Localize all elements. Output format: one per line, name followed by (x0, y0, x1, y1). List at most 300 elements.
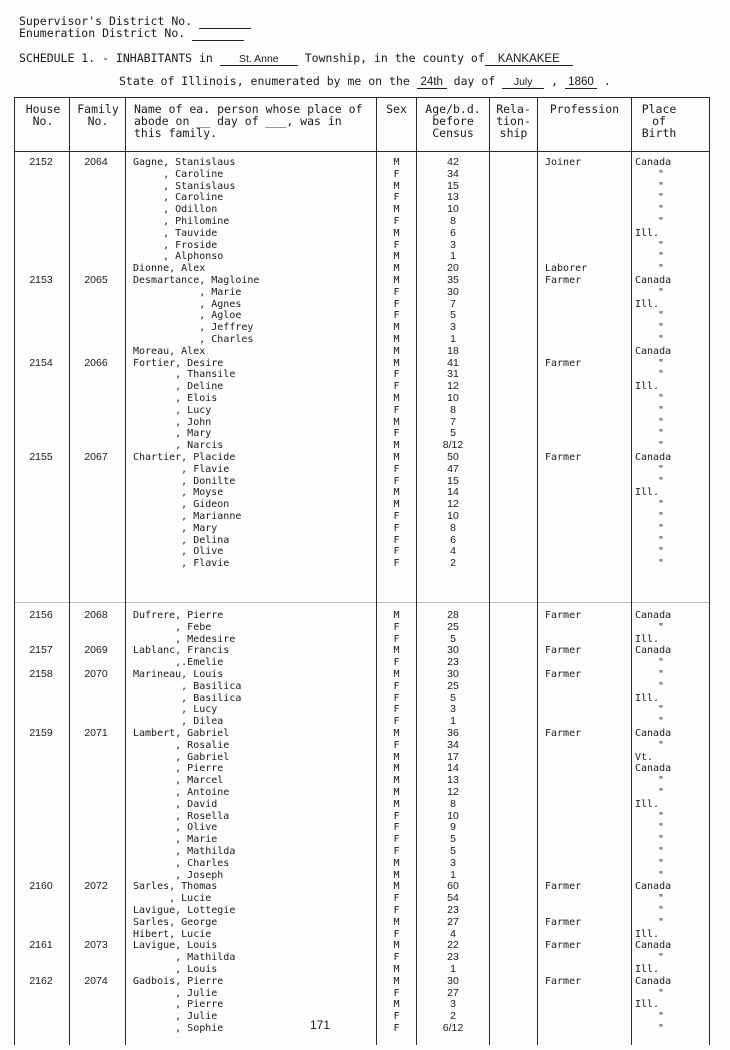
person-sex: M (393, 610, 400, 621)
person-birthplace: " (657, 893, 665, 905)
person-sex: M (393, 999, 400, 1011)
person-birthplace: " (657, 916, 665, 928)
person-name: , Louis (133, 964, 218, 975)
person-age: 30 (447, 285, 459, 298)
person-profession: Farmer (545, 881, 582, 893)
person-sex: F (393, 846, 400, 857)
person-name: , Caroline (133, 192, 224, 204)
person-sex: M (393, 345, 400, 357)
person-name: , Elois (133, 393, 218, 404)
schedule-mid: Township, in the county of (304, 51, 485, 65)
person-age: 8 (450, 521, 456, 534)
person-sex: M (393, 334, 400, 345)
person-birthplace: " (657, 1023, 665, 1034)
person-profession: Farmer (545, 610, 582, 621)
person-name: Lavigue, Louis (133, 940, 218, 952)
person-profession: Laborer (545, 263, 588, 275)
person-age: 1 (450, 868, 456, 881)
house-number: 2155 (29, 451, 53, 463)
header-end: . (603, 74, 611, 88)
person-age: 17 (447, 750, 459, 763)
person-age: 60 (447, 880, 459, 893)
person-age: 30 (447, 668, 459, 680)
person-birthplace: Canada (635, 157, 672, 168)
person-birthplace: Ill. (635, 227, 660, 239)
person-name: , Agloe (133, 310, 242, 322)
header-bottom-rule (14, 151, 710, 152)
col-header-relationship: Rela- tion- ship (496, 102, 531, 140)
person-age: 6 (450, 533, 456, 546)
person-birthplace: " (657, 822, 665, 834)
person-sex: M (393, 916, 400, 928)
person-name: Hibert, Lucie (133, 928, 212, 940)
person-age: 5 (450, 833, 456, 846)
person-sex: F (393, 621, 400, 633)
person-birthplace: Ill. (635, 298, 660, 310)
person-age: 25 (447, 620, 459, 633)
person-sex: F (393, 952, 400, 964)
person-name: , Rosella (133, 810, 230, 822)
person-name: , Sophie (133, 1023, 224, 1034)
person-sex: M (393, 204, 400, 216)
person-sex: M (393, 499, 400, 511)
table-top-rule (14, 97, 710, 98)
person-name: , Flavie (133, 463, 230, 475)
person-age: 23 (447, 656, 459, 669)
person-sex: M (393, 787, 400, 798)
person-name: Moreau, Alex (133, 345, 206, 357)
col-line-relationship (537, 97, 538, 1045)
person-name: , Basilica (133, 680, 242, 692)
person-age: 4 (450, 545, 456, 558)
person-birthplace: Canada (635, 345, 672, 357)
state-line: State of Illinois, enumerated by me on the 24th day of July , 1860 . (119, 74, 611, 88)
person-name: , Pierre (133, 999, 224, 1011)
person-birthplace: " (657, 558, 665, 570)
person-name: , Joseph (133, 869, 224, 881)
person-birthplace: " (657, 440, 665, 452)
person-sex: M (393, 263, 400, 275)
person-sex: M (393, 322, 400, 334)
person-sex: F (393, 1011, 400, 1023)
person-name: , Olive (133, 822, 218, 834)
person-birthplace: " (657, 810, 665, 822)
person-birthplace: " (657, 546, 665, 558)
person-birthplace: " (657, 310, 665, 322)
person-sex: M (393, 669, 400, 680)
person-age: 5 (450, 632, 456, 645)
person-name: , Flavie (133, 558, 230, 570)
person-sex: F (393, 1023, 400, 1034)
person-name: Fortier, Desire (133, 357, 224, 369)
family-number: 2067 (84, 451, 108, 463)
person-birthplace: " (657, 680, 665, 692)
person-sex: M (393, 975, 400, 987)
col-header-birth: Place of Birth (641, 102, 677, 140)
person-name: , John (133, 416, 212, 428)
person-age: 13 (447, 774, 459, 787)
day-of-label: day of (453, 74, 496, 88)
person-birthplace: Vt. (635, 751, 654, 763)
person-sex: M (393, 452, 400, 463)
person-name: , David (133, 798, 218, 810)
person-name: , Basilica (133, 692, 242, 704)
person-age: 8 (450, 797, 456, 810)
person-name: , Froside (133, 239, 218, 251)
person-name: , Tauvide (133, 227, 218, 239)
person-birthplace: " (657, 357, 665, 369)
person-sex: F (393, 168, 400, 180)
person-birthplace: " (657, 286, 665, 298)
person-birthplace: " (657, 263, 665, 275)
person-sex: F (393, 834, 400, 846)
person-sex: M (393, 440, 400, 452)
person-age: 13 (447, 191, 459, 204)
person-sex: F (393, 239, 400, 251)
person-age: 8/12 (442, 439, 464, 452)
page-number: 171 (310, 1018, 331, 1032)
person-name: , Caroline (133, 168, 224, 180)
person-birthplace: " (657, 192, 665, 204)
person-name: , Medesire (133, 633, 236, 645)
family-number: 2069 (84, 644, 108, 657)
person-sex: F (393, 310, 400, 322)
col-header-name: Name of ea. person whose place of abode on __ day of ___, was in this family. (134, 102, 363, 140)
person-age: 34 (447, 167, 459, 180)
person-profession: Farmer (545, 275, 582, 286)
person-age: 2 (450, 1010, 456, 1023)
person-sex: F (393, 905, 400, 916)
person-birthplace: " (657, 322, 665, 334)
person-profession: Farmer (545, 975, 582, 987)
family-number: 2070 (84, 668, 108, 680)
person-birthplace: " (657, 428, 665, 440)
person-age: 22 (447, 939, 459, 952)
person-sex: M (393, 881, 400, 893)
house-number: 2162 (29, 974, 53, 987)
person-birthplace: " (657, 204, 665, 216)
person-sex: F (393, 475, 400, 487)
person-age: 6 (450, 226, 456, 239)
person-age: 47 (447, 462, 459, 475)
person-birthplace: " (657, 416, 665, 428)
person-age: 15 (447, 474, 459, 487)
person-age: 41 (447, 356, 459, 369)
person-birthplace: " (657, 834, 665, 846)
enumeration-district-label: Enumeration District No. (19, 26, 186, 40)
col-line-family (125, 97, 126, 1045)
person-age: 3 (450, 321, 456, 334)
person-birthplace: " (657, 952, 665, 964)
person-age: 3 (450, 703, 456, 716)
person-name: , Mathilda (133, 846, 236, 857)
person-birthplace: " (657, 869, 665, 881)
person-name: , Mathilda (133, 952, 236, 964)
person-profession: Farmer (545, 940, 582, 952)
person-age: 5 (450, 691, 456, 704)
person-name: Dionne, Alex (133, 263, 206, 275)
person-name: , Lucy (133, 404, 212, 416)
person-profession: Farmer (545, 452, 582, 463)
person-age: 36 (447, 727, 459, 739)
person-name: , Julie (133, 987, 218, 999)
person-birthplace: " (657, 463, 665, 475)
person-age: 3 (450, 998, 456, 1011)
person-age: 9 (450, 821, 456, 834)
person-birthplace: " (657, 522, 665, 534)
person-birthplace: " (657, 621, 665, 633)
schedule-line (19, 51, 573, 66)
person-sex: F (393, 822, 400, 834)
person-name: Sarles, George (133, 916, 218, 928)
person-age: 5 (450, 845, 456, 857)
person-birthplace: " (657, 1011, 665, 1023)
house-number: 2153 (29, 274, 53, 286)
person-name: , Olive (133, 546, 224, 558)
person-birthplace: " (657, 251, 665, 263)
person-age: 8 (450, 403, 456, 416)
person-age: 34 (447, 738, 459, 751)
person-birthplace: " (657, 180, 665, 192)
person-profession: Joiner (545, 157, 582, 168)
family-number: 2065 (84, 274, 108, 286)
person-age: 14 (447, 762, 459, 775)
person-name: , Marie (133, 834, 218, 846)
person-name: , Narcis (133, 440, 224, 452)
person-age: 1 (450, 250, 456, 263)
township-field: St. Anne (220, 53, 298, 66)
person-name: Gadbois, Pierre (133, 975, 224, 987)
col-line-age (489, 97, 490, 1045)
family-number: 2066 (84, 356, 108, 369)
person-birthplace: Ill. (635, 798, 660, 810)
person-sex: M (393, 251, 400, 263)
person-name: , Charles (133, 334, 254, 345)
person-sex: F (393, 657, 400, 669)
person-age: 1 (450, 963, 456, 975)
county-field: KANKAKEE (485, 53, 573, 66)
person-sex: F (393, 692, 400, 704)
day-field: 24th (417, 76, 447, 89)
person-birthplace: " (657, 716, 665, 728)
person-birthplace: " (657, 905, 665, 916)
person-name: , Mary (133, 428, 212, 440)
person-sex: F (393, 216, 400, 227)
person-sex: F (393, 286, 400, 298)
person-name: Dufrere, Pierre (133, 610, 224, 621)
person-age: 35 (447, 274, 459, 286)
person-name: Desmartance, Magloine (133, 275, 260, 286)
enumeration-district-blank (192, 28, 244, 41)
family-number: 2073 (84, 939, 108, 952)
person-birthplace: " (657, 475, 665, 487)
col-header-house: House No. (25, 102, 61, 128)
person-name: , Pierre (133, 763, 224, 775)
person-birthplace: " (657, 511, 665, 522)
person-age: 2 (450, 557, 456, 570)
person-birthplace: Ill. (635, 487, 660, 499)
person-age: 30 (447, 644, 459, 657)
col-line-left (14, 97, 15, 1045)
person-sex: M (393, 416, 400, 428)
person-sex: F (393, 558, 400, 570)
person-birthplace: Canada (635, 881, 672, 893)
person-name: , Jeffrey (133, 322, 254, 334)
person-sex: F (393, 680, 400, 692)
person-birthplace: " (657, 739, 665, 751)
family-number: 2072 (84, 880, 108, 893)
person-birthplace: Canada (635, 275, 672, 286)
person-sex: M (393, 857, 400, 869)
house-number: 2152 (29, 156, 53, 168)
person-name: , Dilea (133, 716, 224, 728)
house-number: 2157 (29, 644, 53, 657)
person-sex: M (393, 964, 400, 975)
person-age: 10 (447, 392, 459, 404)
person-name: , Thansile (133, 369, 236, 381)
person-age: 7 (450, 415, 456, 428)
person-sex: F (393, 928, 400, 940)
person-sex: F (393, 192, 400, 204)
person-sex: F (393, 546, 400, 558)
person-age: 3 (450, 238, 456, 251)
person-age: 12 (447, 786, 459, 798)
person-sex: M (393, 940, 400, 952)
state-prefix: State of Illinois, enumerated by me on the (119, 74, 410, 88)
person-birthplace: Canada (635, 763, 672, 775)
person-name: , Delina (133, 534, 230, 546)
col-header-sex: Sex (386, 102, 407, 116)
person-birthplace: Ill. (635, 964, 660, 975)
person-name: , Rosalie (133, 739, 230, 751)
person-sex: M (393, 645, 400, 657)
person-birthplace: " (657, 393, 665, 404)
person-age: 8 (450, 215, 456, 227)
person-sex: M (393, 751, 400, 763)
person-sex: F (393, 810, 400, 822)
person-birthplace: Ill. (635, 381, 660, 393)
family-number: 2071 (84, 727, 108, 739)
person-name: , Charles (133, 857, 230, 869)
person-sex: F (393, 404, 400, 416)
person-name: , Gideon (133, 499, 230, 511)
person-age: 28 (447, 609, 459, 621)
person-profession: Farmer (545, 916, 582, 928)
person-age: 10 (447, 510, 459, 522)
person-sex: F (393, 893, 400, 905)
house-number: 2160 (29, 880, 53, 893)
person-sex: F (393, 298, 400, 310)
person-name: , Antoine (133, 787, 230, 798)
person-birthplace: Canada (635, 452, 672, 463)
person-birthplace: Ill. (635, 928, 660, 940)
person-age: 12 (447, 498, 459, 511)
person-age: 18 (447, 344, 459, 357)
person-age: 42 (447, 156, 459, 168)
person-sex: F (393, 704, 400, 716)
family-number: 2074 (84, 974, 108, 987)
person-age: 5 (450, 427, 456, 440)
person-name: , Marcel (133, 775, 224, 787)
person-name: Chartier, Placide (133, 452, 236, 463)
person-name: , Gabriel (133, 751, 230, 763)
person-age: 14 (447, 486, 459, 499)
person-age: 6/12 (442, 1022, 464, 1034)
person-age: 12 (447, 380, 459, 393)
person-age: 50 (447, 451, 459, 463)
person-age: 23 (447, 904, 459, 916)
person-name: , Odillon (133, 204, 218, 216)
person-sex: M (393, 775, 400, 787)
person-sex: F (393, 987, 400, 999)
person-name: , Marie (133, 286, 242, 298)
person-name: Sarles, Thomas (133, 881, 218, 893)
person-birthplace: Canada (635, 610, 672, 621)
family-number: 2064 (84, 156, 108, 168)
person-name: , Lucy (133, 704, 218, 716)
person-age: 7 (450, 297, 456, 310)
person-age: 27 (447, 915, 459, 928)
person-sex: F (393, 739, 400, 751)
person-sex: M (393, 487, 400, 499)
person-name: , Stanislaus (133, 180, 236, 192)
person-name: , Julie (133, 1011, 218, 1023)
year-field: 1860 (565, 76, 597, 89)
person-age: 31 (447, 368, 459, 381)
person-name: , Agnes (133, 298, 242, 310)
person-birthplace: " (657, 404, 665, 416)
person-birthplace: " (657, 534, 665, 546)
person-sex: F (393, 534, 400, 546)
month-field: July (502, 76, 544, 89)
person-age: 10 (447, 203, 459, 216)
person-birthplace: " (657, 657, 665, 669)
person-sex: F (393, 716, 400, 728)
enumeration-district-line (19, 26, 244, 41)
person-birthplace: Canada (635, 940, 672, 952)
person-profession: Farmer (545, 645, 582, 657)
person-birthplace: " (657, 499, 665, 511)
person-sex: F (393, 369, 400, 381)
col-line-profession (631, 97, 632, 1045)
person-birthplace: " (657, 846, 665, 857)
person-name: , Febe (133, 621, 212, 633)
person-profession: Farmer (545, 728, 582, 739)
person-age: 30 (447, 974, 459, 987)
person-age: 1 (450, 715, 456, 728)
col-line-right (709, 97, 710, 1045)
schedule-prefix: SCHEDULE 1. - INHABITANTS in (19, 51, 213, 65)
person-birthplace: Canada (635, 975, 672, 987)
col-line-house (69, 97, 70, 1045)
person-birthplace: " (657, 775, 665, 787)
person-sex: M (393, 798, 400, 810)
person-age: 20 (447, 262, 459, 275)
person-birthplace: " (657, 369, 665, 381)
person-age: 54 (447, 892, 459, 905)
person-age: 27 (447, 986, 459, 999)
col-header-profession: Profession (549, 102, 620, 116)
person-profession: Farmer (545, 669, 582, 680)
person-sex: M (393, 275, 400, 286)
person-sex: F (393, 522, 400, 534)
house-number: 2154 (29, 356, 53, 369)
person-name: Lablanc, Francis (133, 645, 230, 657)
person-age: 4 (450, 927, 456, 940)
person-sex: F (393, 463, 400, 475)
person-age: 25 (447, 679, 459, 692)
person-birthplace: " (657, 168, 665, 180)
